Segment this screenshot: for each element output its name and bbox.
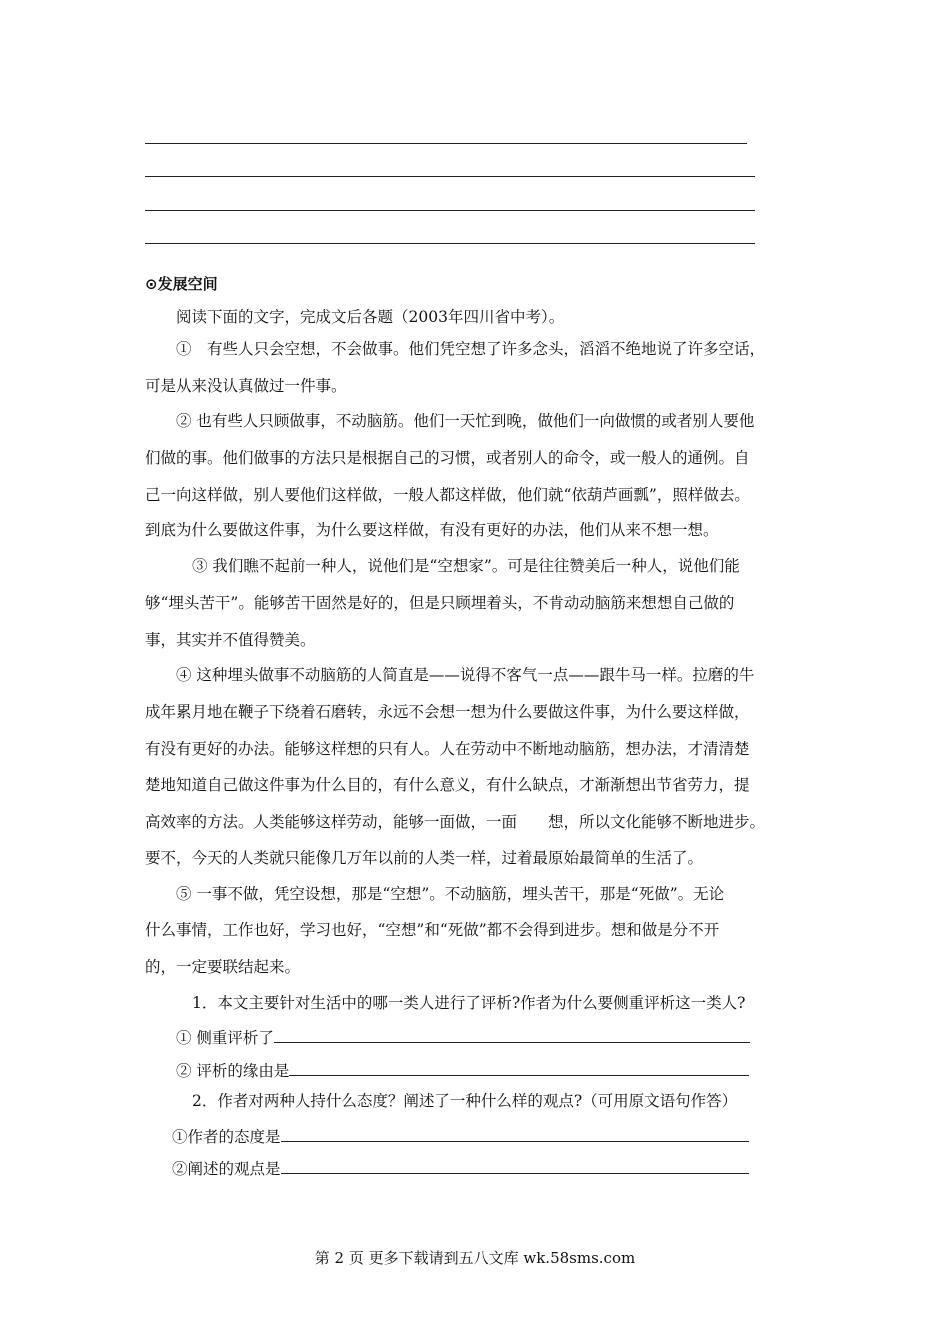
passage-line: 什么事情，工作也好，学习也好，“空想”和“死做”都不会得到进步。想和做是分不开 [145,921,720,939]
answer-label: ①作者的态度是 [172,1128,281,1146]
answer-blank[interactable] [281,1157,749,1174]
passage-line: 的，一定要联结起来。 [145,958,301,976]
answer-blank[interactable] [274,1026,750,1043]
answer-label: ① 侧重评析了 [176,1029,274,1047]
intro-line: 阅读下面的文字，完成文后各题（2003年四川省中考）。 [176,308,565,326]
passage-line: 们做的事。他们做事的方法只是根据自己的习惯，或者别人的命令，或一般人的通例。自 [145,449,750,467]
passage-line: 够“埋头苦干”。能够苦干固然是好的，但是只顾埋着头，不肯动动脑筋来想想自己做的 [145,594,735,612]
passage-line: ④ 这种埋头做事不动脑筋的人简直是——说得不客气一点——跟牛马一样。拉磨的牛 [176,666,755,684]
answer-prompt [176,1026,750,1048]
passage-line: 事，其实并不值得赞美。 [145,631,316,649]
passage-line: 有没有更好的办法。能够这样想的只有人。人在劳动中不断地动脑筋，想办法，才清清楚 [145,740,750,758]
answer-blank[interactable] [289,1059,749,1076]
section-heading: ⊙发展空间 [145,275,218,293]
answer-blank[interactable] [281,1125,749,1142]
answer-line [145,243,755,244]
answer-label: ② 评析的缘由是 [176,1062,290,1080]
passage-line: 成年累月地在鞭子下绕着石磨转，永远不会想一想为什么要做这件事，为什么要这样做， [145,703,750,721]
answer-prompt [172,1125,749,1147]
passage-line: 要不，今天的人类就只能像几万年以前的人类一样，过着最原始最简单的生活了。 [145,849,704,867]
passage-line: 高效率的方法。人类能够这样劳动，能够一面做，一面 想，所以文化能够不断地进步。 [145,813,766,831]
passage-line: 楚地知道自己做这件事为什么目的，有什么意义，有什么缺点，才渐渐想出节省劳力，提 [145,776,750,794]
passage-line: 到底为什么要做这件事，为什么要这样做，有没有更好的办法，他们从来不想一想。 [145,521,719,539]
passage-line: ⑤ 一事不做，凭空设想，那是“空想”。不动脑筋，埋头苦干，那是“死做”。无论 [176,885,725,903]
question-2: 2．作者对两种人持什么态度？阐述了一种什么样的观点?（可用原文语句作答） [192,1092,738,1110]
answer-prompt [176,1059,749,1081]
page-footer: 第 2 页 更多下载请到五八文库 wk.58sms.com [314,1249,636,1267]
answer-line [145,176,755,177]
passage-line: ③ 我们瞧不起前一种人，说他们是“空想家”。可是往往赞美后一种人，说他们能 [192,557,740,575]
passage-line: ② 也有些人只顾做事，不动脑筋。他们一天忙到晚，做他们一向做惯的或者别人要他 [176,412,755,430]
question-1: 1．本文主要针对生活中的哪一类人进行了评析?作者为什么要侧重评析这一类人? [192,994,746,1012]
passage-line: ① 有些人只会空想，不会做事。他们凭空想了许多念头，滔滔不绝地说了许多空话， [176,340,766,358]
answer-prompt [172,1157,749,1179]
answer-line [145,143,747,144]
answer-label: ②阐述的观点是 [172,1160,281,1178]
answer-line [145,210,755,211]
passage-line: 可是从来没认真做过一件事。 [145,377,347,395]
passage-line: 己一向这样做，别人要他们这样做，一般人都这样做，他们就“依葫芦画瓢”，照样做去。 [145,486,750,504]
